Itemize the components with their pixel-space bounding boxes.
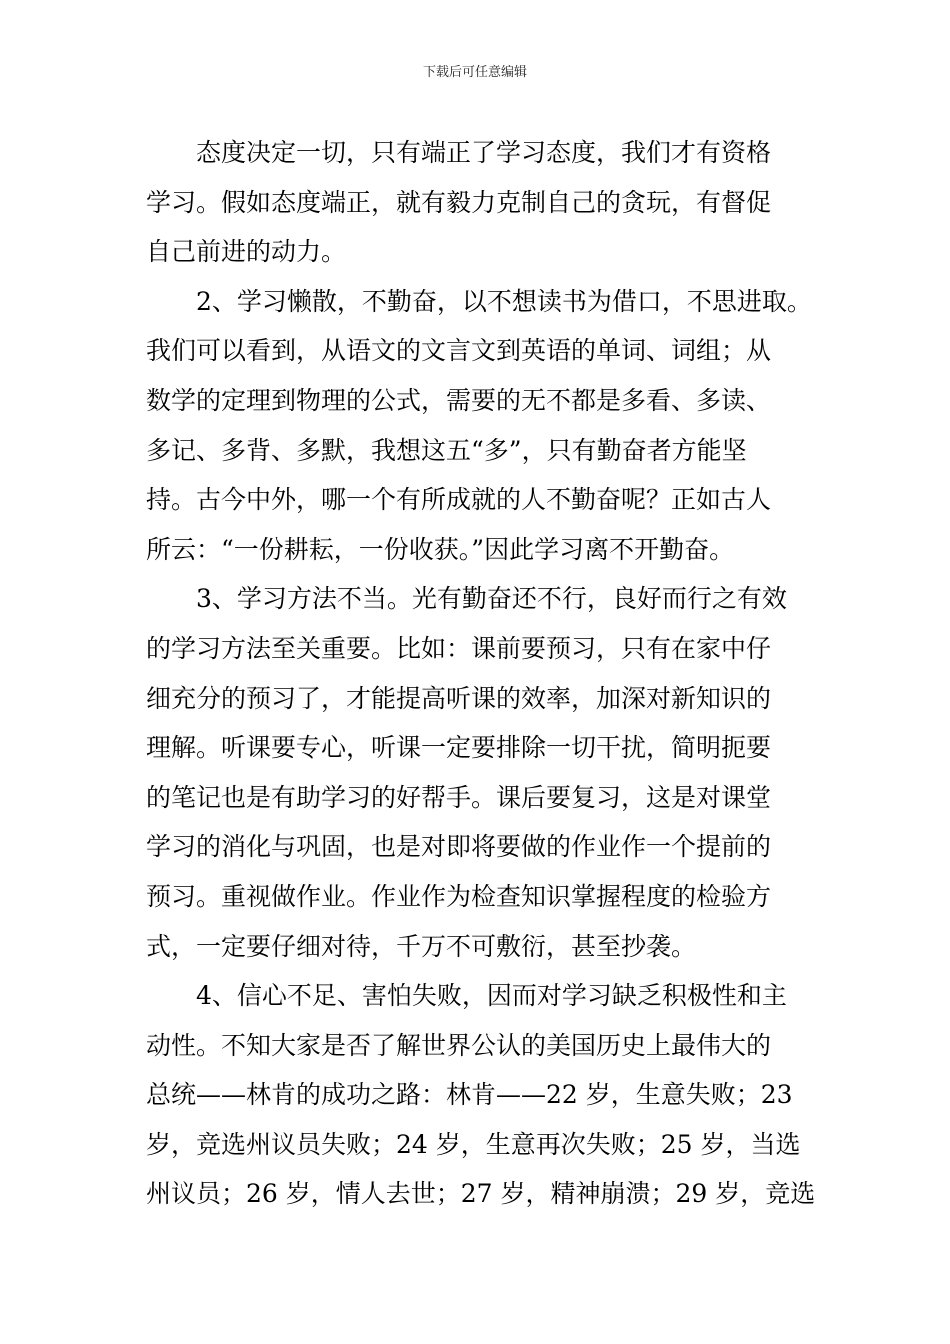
text-line: 预习。重视做作业。作业作为检查知识掌握程度的检验方 [146,881,772,911]
text-line: 的笔记也是有助学习的好帮手。课后要复习，这是对课堂 [146,782,772,812]
text-line: 学习。假如态度端正，就有毅力克制自己的贪玩，有督促 [146,187,772,217]
text-line: 所云：“一份耕耘，一份收获。”因此学习离不开勤奋。 [146,534,735,564]
text-line: 态度决定一切，只有端正了学习态度，我们才有资格 [196,138,772,167]
text-line: 学习的消化与巩固，也是对即将要做的作业作一个提前的 [146,832,772,862]
text-line: 4、信心不足、害怕失败，因而对学习缺乏积极性和主 [196,981,787,1011]
text-line: 理解。听课要专心，听课一定要排除一切干扰，简明扼要 [146,733,772,763]
text-line: 数学的定理到物理的公式，需要的无不都是多看、多读、 [146,385,772,415]
text-line: 细充分的预习了，才能提高听课的效率，加深对新知识的 [146,683,772,713]
text-line: 动性。不知大家是否了解世界公认的美国历史上最伟大的 [146,1030,772,1060]
text-line: 的学习方法至关重要。比如：课前要预习，只有在家中仔 [146,633,772,663]
text-line: 我们可以看到，从语文的文言文到英语的单词、词组；从 [146,336,772,366]
text-line: 岁，竞选州议员失败；24 岁，生意再次失败；25 岁，当选 [146,1129,801,1159]
text-line: 式，一定要仔细对待，千万不可敷衍，甚至抄袭。 [146,931,697,961]
document-body [146,128,816,1219]
page-header: 下载后可任意编辑 [422,65,527,80]
text-line: 持。古今中外，哪一个有所成就的人不勤奋呢？正如古人 [146,485,772,515]
text-line: 3、学习方法不当。光有勤奋还不行，良好而行之有效 [196,584,787,614]
text-line: 州议员；26 岁，情人去世；27 岁，精神崩溃；29 岁，竞选 [146,1179,816,1209]
text-line: 总统——林肯的成功之路：林肯——22 岁，生意失败；23 [146,1080,793,1110]
text-line: 自己前进的动力。 [146,237,347,267]
text-line: 2、学习懒散，不勤奋，以不想读书为借口，不思进取。 [196,286,812,316]
text-line: 多记、多背、多默，我想这五“多”，只有勤奋者方能坚 [146,435,747,465]
